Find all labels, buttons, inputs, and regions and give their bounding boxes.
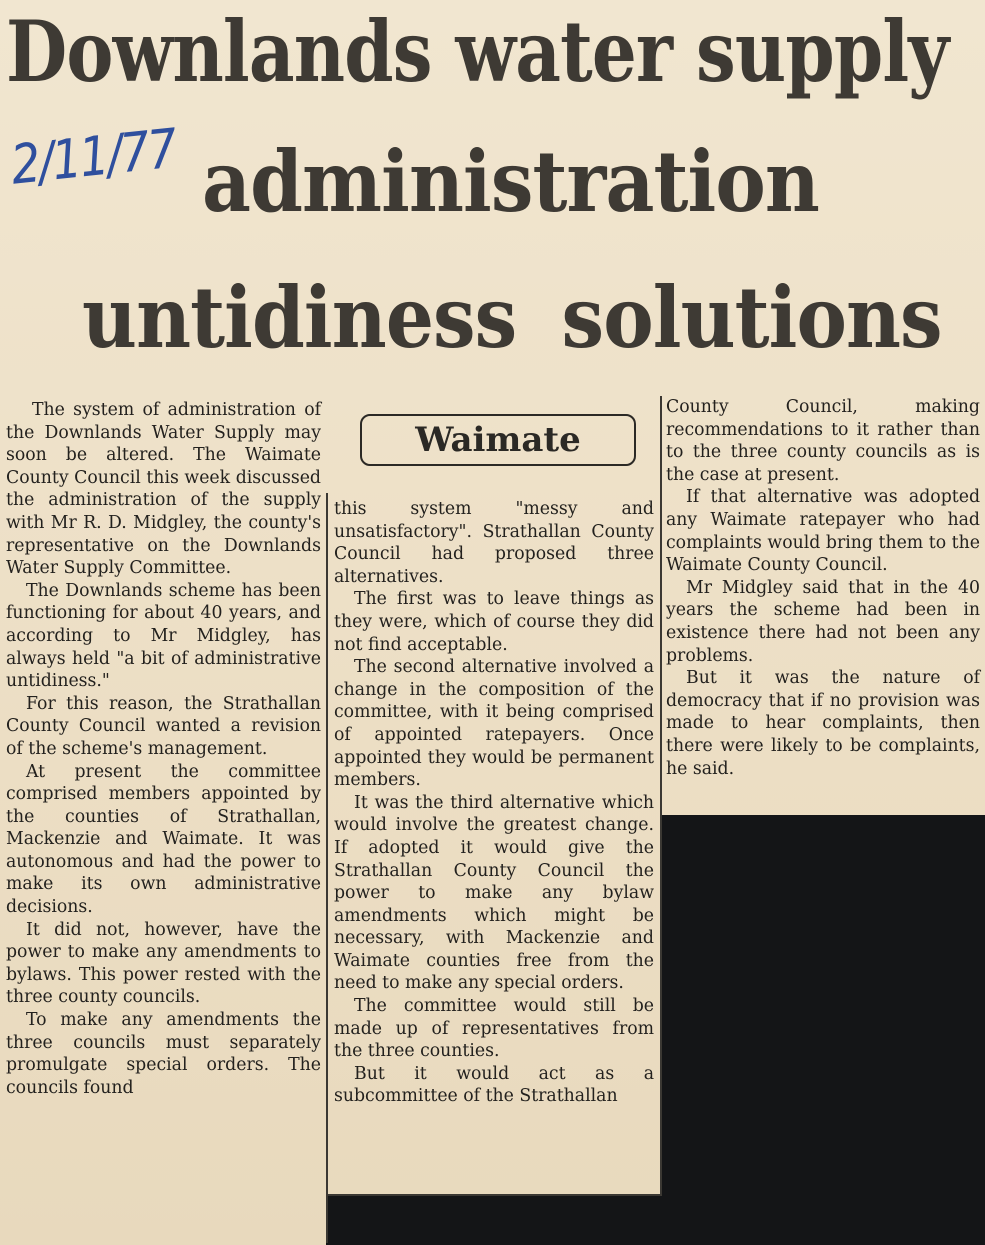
headline-line-1: Downlands water supply [6, 2, 949, 101]
paragraph: It did not, however, have the power to make any amendments to bylaws. This power rested with the three county councils. [6, 919, 321, 1008]
article-column-2 [334, 498, 654, 1108]
headline-line-3: untidiness solutions [82, 268, 942, 367]
dark-background [662, 815, 985, 1245]
article-column-3 [666, 396, 980, 780]
column-rule-bottom [326, 1194, 662, 1196]
paragraph: To make any amendments the three councils must separately promulgate special orders. The councils found [6, 1010, 321, 1098]
article-column-1 [6, 399, 321, 1099]
section-kicker: Waimate [415, 420, 581, 460]
section-kicker-box [360, 414, 636, 466]
paragraph: The system of administration of the Downlands Water Supply may soon be altered. The Waimate County Council this week discussed the administration of the supply with Mr R. D. Midgley, the county's representative on the Downlands Water Supply Committee. [6, 400, 321, 579]
paragraph: But it would act as a subcommittee of the Strathallan [334, 1063, 654, 1107]
headline-line-2: administration [202, 132, 819, 231]
handwritten-date: 2/11/77 [8, 116, 179, 197]
column-rule [660, 396, 662, 1194]
paragraph: this system "messy and unsatisfactory". Strathallan County Council had proposed three alternatives. [334, 499, 654, 587]
paragraph: The committee would still be made up of representatives from the three counties. [334, 996, 654, 1062]
paragraph: County Council, making recommendations to it rather than to the three county councils as is the case at present. [666, 397, 980, 485]
paragraph: The Downlands scheme has been functioning for about 40 years, and according to Mr Midgley, has always held "a bit of administrative untidiness." [6, 580, 321, 692]
column-rule [326, 493, 328, 1243]
paragraph: At present the committee comprised members appointed by the counties of Strathallan, Mackenzie and Waimate. It was autonomous and had the power to make its own administrative decisions. [6, 761, 321, 918]
paragraph: The first was to leave things as they were, which of course they did not find acceptable. [334, 589, 654, 655]
paragraph: The second alternative involved a change in the composition of the committee, with it being comprised of appointed ratepayers. Once appointed they would be permanent members. [334, 657, 654, 791]
dark-background-bottom [326, 1196, 666, 1245]
paragraph: But it was the nature of democracy that if no provision was made to hear complaints, then there were likely to be complaints, he said. [666, 668, 980, 779]
paragraph: Mr Midgley said that in the 40 years the scheme had been in existence there had not been any problems. [666, 577, 980, 666]
paragraph: If that alternative was adopted any Waimate ratepayer who had complaints would bring them to the Waimate County Council. [666, 487, 980, 576]
paragraph: For this reason, the Strathallan County Council wanted a revision of the scheme's management. [6, 693, 321, 759]
paragraph: It was the third alternative which would involve the greatest change. If adopted it would give the Strathallan County Council the power to make any bylaw amendments which might be necessary, with Mackenzie and Waimate counties free from the need to make any special orders. [334, 792, 654, 994]
